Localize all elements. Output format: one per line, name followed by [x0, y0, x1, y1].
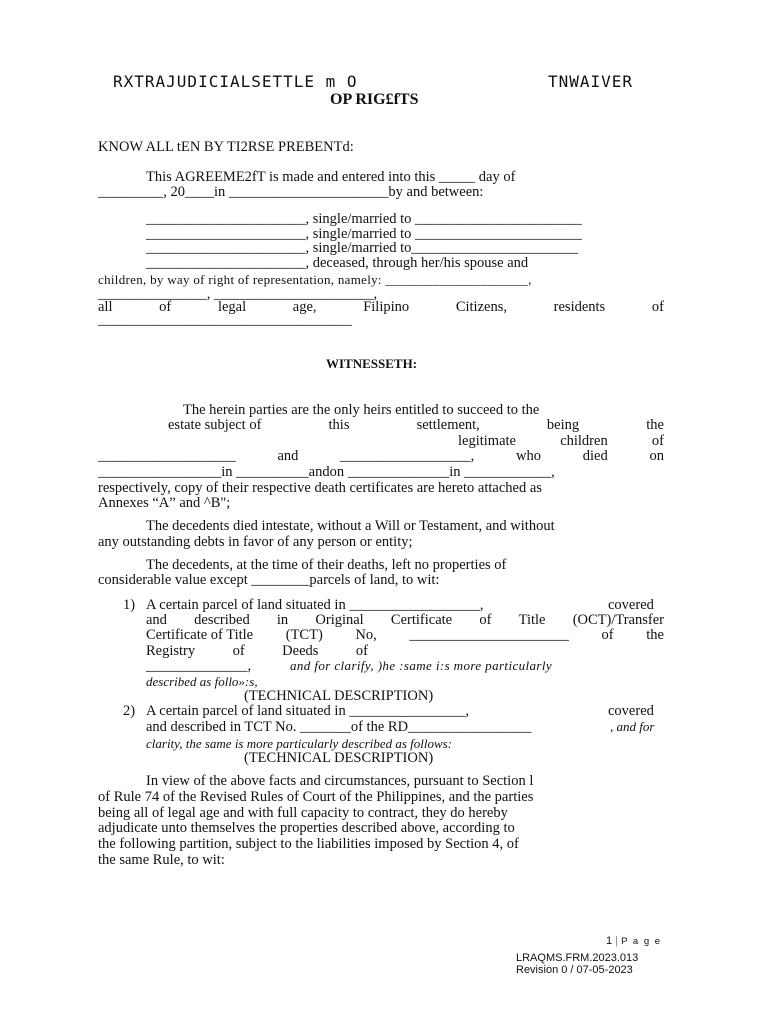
parcel1-word: Certificate	[390, 612, 453, 628]
residents-word: of	[651, 299, 664, 315]
parcel1-line-3	[146, 627, 664, 644]
witnesseth-heading: WITNESSETH:	[326, 356, 418, 371]
properties-line-2: considerable value except ________parcels of land, to wit:	[98, 572, 440, 588]
parcel1-word: Registry	[146, 643, 196, 659]
intestate-line-1: The decedents died intestate, without a Will or Testament, and without	[146, 518, 555, 534]
heirs-word: this	[328, 417, 350, 433]
parcel1-line-6: described as follo»:s,	[146, 674, 258, 689]
heirs-line-7: Annexes “A” and ^B";	[98, 495, 231, 511]
agreement-line-2: _________, 20____in ______________________by and between:	[98, 184, 484, 200]
party-4-line: ______________________, deceased, through her/his spouse and	[146, 255, 529, 271]
heirs-word: died	[582, 448, 608, 464]
title-line1-right: TNWAIVER	[548, 72, 634, 91]
properties-line-1: The decedents, at the time of their deaths, left no properties of	[146, 557, 507, 573]
residents-word: residents	[553, 299, 606, 315]
parcel2-number: 2)	[123, 703, 136, 719]
parcel1-word: No,	[355, 627, 377, 643]
residents-word: Filipino	[363, 299, 410, 315]
parcel1-line-1: A certain parcel of land situated in __________________,	[146, 597, 484, 613]
parcel1-word: Original	[315, 612, 364, 628]
revision-line: Revision 0 / 07-05-2023	[516, 964, 633, 976]
heirs-word: children	[560, 433, 608, 449]
heirs-word: on	[649, 448, 664, 464]
parcel2-line-1: A certain parcel of land situated in ________________,	[146, 703, 469, 719]
parcel1-number: 1)	[123, 597, 136, 613]
conclusion-line-1: In view of the above facts and circumstances, pursuant to Section l	[146, 773, 534, 789]
parcel1-italic-text: and for clarify, )he :same i:s more particularly	[290, 658, 553, 673]
heirs-word: settlement,	[416, 417, 480, 433]
page-separator: |	[612, 935, 622, 947]
residents-blank: ___________________________________	[98, 312, 352, 328]
heirs-word: the	[646, 417, 664, 433]
parcel2-covered: covered	[608, 703, 654, 719]
parcel1-word: Title	[518, 612, 546, 628]
parcel1-covered: covered	[608, 597, 654, 613]
heirs-line-4	[98, 448, 664, 465]
parcel1-word: of	[479, 612, 492, 628]
children-line: children, by way of right of representation, namely: _____________________,	[98, 272, 532, 287]
title-line2: OP RIG£fTS	[330, 91, 419, 108]
page-number-value: 1	[606, 935, 613, 947]
parcel2-line-3: clarity, the same is more particularly described as follows:	[146, 736, 453, 751]
party-2-line: ______________________, single/married to _______________________	[146, 226, 582, 242]
page-word: P a g e	[621, 936, 662, 947]
parcel1-word: and	[146, 612, 167, 628]
heirs-line-2	[168, 417, 664, 434]
form-code: LRAQMS.FRM.2023.013	[516, 952, 639, 964]
heirs-word: ___________________	[98, 448, 236, 464]
conclusion-line-3: being all of legal age and with full capacity to contract, they do hereby	[98, 805, 508, 821]
parcel2-line-2: and described in TCT No. _______of the RD_________________	[146, 719, 532, 735]
heirs-line-1: The herein parties are the only heirs entitled to succeed to the	[183, 402, 540, 418]
parcel1-word: Deeds	[282, 643, 319, 659]
residents-word: legal	[217, 299, 247, 315]
parcel2-technical-description: (TECHNICAL DESCRIPTION)	[244, 750, 434, 766]
residents-word: age,	[292, 299, 317, 315]
parcel1-word: of	[232, 643, 245, 659]
parcel1-word: Certificate of Title	[146, 627, 254, 643]
parcel1-technical-description: (TECHNICAL DESCRIPTION)	[244, 688, 434, 704]
heirs-word: __________________,	[340, 448, 475, 464]
know-all-heading: KNOW ALL tEN BY TI2RSE PREBENTd:	[98, 139, 354, 155]
heirs-line-6: respectively, copy of their respective death certificates are hereto attached as	[98, 480, 542, 496]
parcel1-word: (TCT)	[285, 627, 323, 643]
parcel1-word: (OCT)/Transfer	[572, 612, 664, 628]
heirs-word: being	[546, 417, 580, 433]
children-blanks: _______________, ______________________,	[98, 286, 378, 302]
heirs-word: and	[277, 448, 299, 464]
agreement-text-1: This AGREEME2fT is made and entered into this _____ day of	[146, 169, 516, 185]
heirs-word: who	[516, 448, 541, 464]
conclusion-line-6: the same Rule, to wit:	[98, 852, 225, 868]
parcel2-line-2-italic: , and for	[610, 719, 655, 734]
parcel1-word: the	[646, 627, 664, 643]
residents-word: Citizens,	[455, 299, 507, 315]
residents-word: of	[159, 299, 172, 315]
title-line1-left: RXTRAJUDICIALSETTLE m O	[113, 72, 358, 91]
heirs-word: estate subject of	[168, 417, 262, 433]
parcel1-word: of	[601, 627, 614, 643]
residents-word: all	[98, 299, 113, 315]
heirs-word: of	[651, 433, 664, 449]
conclusion-line-4: adjudicate unto themselves the properties described above, according to	[98, 820, 515, 836]
parcel1-blank: ______________,	[146, 658, 252, 674]
party-1-line: ______________________, single/married to _______________________	[146, 211, 582, 227]
page-number	[606, 935, 662, 947]
conclusion-line-5: the following partition, subject to the liabilities imposed by Section 4, of	[98, 836, 519, 852]
parcel1-word: ______________________	[409, 627, 569, 643]
parcel1-word: of	[355, 643, 368, 659]
heirs-line-5: _________________in __________andon ______________in ____________,	[98, 464, 555, 480]
conclusion-line-2: of Rule 74 of the Revised Rules of Court of the Philippines, and the parties	[98, 789, 534, 805]
intestate-line-2: any outstanding debts in favor of any person or entity;	[98, 534, 413, 550]
parcel1-word: described	[194, 612, 250, 628]
heirs-word: legitimate	[458, 433, 516, 449]
parcel1-word: in	[276, 612, 289, 628]
party-3-line: ______________________, single/married to_______________________	[146, 240, 579, 256]
